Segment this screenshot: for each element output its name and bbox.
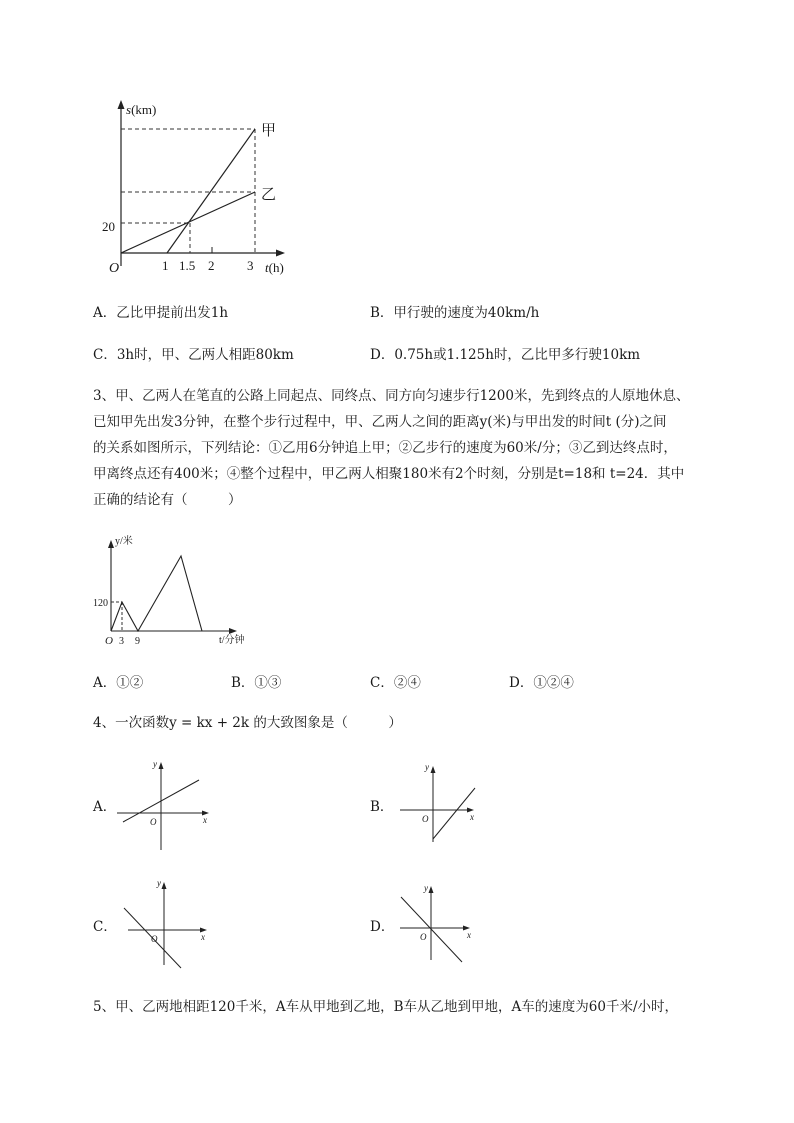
q4-option-b-label[interactable]: B．	[370, 799, 394, 815]
g1-x-label: t(h)	[265, 260, 284, 275]
qa-y-arrow	[159, 762, 164, 769]
q3-line-3: 的关系如图所示，下列结论：①乙用6分钟追上甲；②乙步行的速度为60米/分；③乙到达终点时，	[93, 440, 677, 456]
g2-y-label: y/米	[115, 536, 133, 547]
qb-y-label: y	[425, 762, 429, 772]
g1-yi-label: 乙	[261, 187, 277, 203]
qa-x-label: x	[203, 815, 207, 825]
g2-x-arrow	[229, 628, 237, 634]
g2-x-tick-9: 9	[135, 636, 140, 647]
q3-option-d[interactable]: D．①②④	[509, 675, 574, 691]
q3-line-4: 甲离终点还有400米；④整个过程中，甲乙两人相聚180米有2个时刻，分别是t=18和 t=24．其中	[93, 466, 685, 482]
qb-origin: O	[422, 814, 429, 824]
q4-option-a-label[interactable]: A．	[93, 799, 117, 815]
g1-line-jia	[167, 129, 255, 253]
q3-option-c[interactable]: C．②④	[370, 675, 421, 691]
qc-origin: O	[151, 934, 158, 944]
q5-stem: 5、甲、乙两地相距120千米，A车从甲地到乙地，B车从乙地到甲地，A车的速度为60千米/小时，	[93, 999, 679, 1015]
g2-y-tick-120: 120	[93, 598, 108, 609]
q2-option-b[interactable]: B．甲行驶的速度为40km/h	[370, 305, 540, 321]
q4-graph-a[interactable]	[110, 755, 220, 855]
distance-time-graph-2	[90, 530, 260, 655]
qd-y-arrow	[429, 886, 434, 893]
q3-line-1: 3、甲、乙两人在笔直的公路上同起点、同终点、同方向匀速步行1200米，先到终点的人原地休息、	[93, 388, 690, 404]
distance-time-graph-1	[95, 95, 305, 285]
qc-y-label: y	[157, 878, 161, 888]
q4-stem: 4、一次函数y = kx + 2k 的大致图象是（ ）	[93, 715, 402, 731]
qb-function-line	[433, 788, 475, 839]
g1-y-tick-20: 20	[102, 219, 115, 234]
g1-y-arrow	[118, 100, 125, 109]
g1-x-tick-1: 1	[162, 258, 169, 273]
qb-y-arrow	[431, 766, 436, 773]
g1-x-tick-2: 2	[208, 258, 215, 273]
qd-y-label: y	[424, 883, 428, 893]
g1-x-tick-15: 1.5	[179, 258, 196, 273]
g1-x-tick-3: 3	[247, 258, 254, 273]
g1-y-label: s(km)	[126, 102, 157, 117]
q4-graph-b[interactable]	[395, 758, 485, 848]
qc-x-label: x	[201, 932, 205, 942]
qb-x-label: x	[470, 812, 474, 822]
g1-jia-label: 甲	[261, 123, 277, 139]
g2-origin: O	[105, 635, 113, 647]
g1-origin: O	[109, 261, 120, 276]
q3-line-2: 已知甲先出发3分钟，在整个步行过程中，甲、乙两人之间的距离y(米)与甲出发的时间t (分)之间	[93, 414, 667, 430]
g2-x-tick-3: 3	[119, 636, 124, 647]
q2-option-c[interactable]: C．3h时，甲、乙两人相距80km	[93, 347, 294, 363]
q4-graph-c[interactable]	[118, 875, 218, 975]
q2-option-d[interactable]: D．0.75h或1.125h时，乙比甲多行驶10km	[370, 347, 641, 363]
q3-stem	[93, 383, 753, 513]
g1-x-arrow	[276, 250, 285, 257]
q2-option-a[interactable]: A．乙比甲提前出发1h	[93, 305, 229, 321]
g2-y-arrow	[108, 540, 114, 548]
qc-y-arrow	[162, 882, 167, 889]
q3-option-b[interactable]: B．①③	[231, 675, 282, 691]
qd-origin: O	[420, 932, 427, 942]
q3-line-5: 正确的结论有（ ）	[93, 492, 242, 508]
g1-line-yi	[121, 192, 255, 253]
qd-x-label: x	[467, 930, 471, 940]
qa-y-label: y	[153, 759, 157, 769]
g2-distance-line	[111, 556, 202, 631]
q4-option-d-label[interactable]: D．	[370, 919, 395, 935]
g2-x-label: t/分钟	[219, 635, 245, 646]
q4-option-c-label[interactable]: C．	[93, 919, 117, 935]
qa-origin: O	[150, 817, 157, 827]
q4-graph-d[interactable]	[395, 877, 485, 967]
q3-option-a[interactable]: A．①②	[93, 675, 144, 691]
